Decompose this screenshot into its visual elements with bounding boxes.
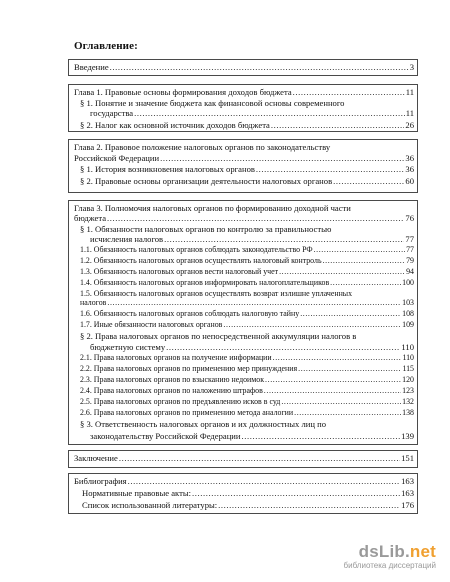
dslib-watermark — [306, 542, 436, 572]
toc-entry: государства ..... 11 — [90, 108, 414, 118]
toc-heading: Оглавление: — [74, 40, 138, 52]
toc-entry: Глава 1. Правовые основы формирования доходов бюджета ..... 11 — [74, 87, 414, 97]
toc-entry: 1.2. Обязанность налоговых органов осуществлять налоговый контроль ..... 79 — [80, 256, 414, 266]
toc-entry: законодательству Российской Федерации ..... 139 — [90, 431, 414, 441]
toc-entry: 1.5. Обязанность налоговых органов осуществлять возврат излишне уплаченных — [80, 289, 353, 298]
toc-entry: Список использованной литературы: ..... 176 — [82, 500, 414, 510]
toc-entry: Введение ..... 3 — [74, 62, 414, 72]
toc-entry: 1.7. Иные обязанности налоговых органов ..... 109 — [80, 320, 414, 330]
toc-entry: Российской Федерации ..... 36 — [74, 153, 414, 163]
toc-entry: § 1. Понятие и значение бюджета как финансовой основы современного — [80, 98, 345, 108]
dslib-logo: dsLib.net — [358, 542, 436, 561]
toc-entry: 2.3. Права налоговых органов по взысканию недоимок ..... 120 — [80, 375, 414, 385]
toc-entry: 1.6. Обязанность налоговых органов соблюдать налоговую тайну ..... 108 — [80, 309, 414, 319]
toc-entry: Глава 3. Полномочия налоговых органов по формированию доходной части — [74, 203, 351, 213]
toc-entry: § 2. Правовые основы организации деятельности налоговых органов ..... 60 — [80, 176, 414, 186]
toc-entry: Библиография ..... 163 — [74, 476, 414, 486]
toc-entry: 1.3. Обязанность налоговых органов вести налоговый учет ..... 94 — [80, 267, 414, 277]
dslib-subtitle: библиотека диссертаций — [343, 561, 436, 570]
toc-entry: § 1. Обязанности налоговых органов по контролю за правильностью — [80, 224, 332, 234]
toc-entry: бюджета ..... 76 — [74, 213, 414, 223]
toc-entry: 1.4. Обязанность налоговых органов информировать налогоплательщиков ..... 100 — [80, 278, 414, 288]
toc-entry: 2.6. Права налоговых органов по применению метода аналогии ..... 138 — [80, 408, 414, 418]
toc-entry: § 2. Налог как основной источник доходов бюджета ..... 26 — [80, 120, 414, 130]
toc-entry: 2.5. Права налоговых органов по предъявлению исков в суд ..... 132 — [80, 397, 414, 407]
toc-entry: § 3. Ответственность налоговых органов и их должностных лиц по — [80, 419, 327, 429]
toc-entry: Заключение ..... 151 — [74, 453, 414, 463]
toc-entry: Глава 2. Правовое положение налоговых органов по законодательству — [74, 142, 331, 152]
toc-entry: 2.2. Права налоговых органов по применению мер принуждения ..... 115 — [80, 364, 414, 374]
toc-entry: 1.1. Обязанность налоговых органов соблюдать законодательство РФ ..... 77 — [80, 245, 414, 255]
toc-entry: § 1. История возникновения налоговых органов ..... 36 — [80, 164, 414, 174]
toc-entry: 2.1. Права налоговых органов на получение информации ..... 110 — [80, 353, 414, 363]
toc-entry: налогов ..... 103 — [80, 298, 414, 308]
toc-entry: исчисления налогов ..... 77 — [90, 234, 414, 244]
toc-entry: § 2. Права налоговых органов по непосредственной аккумуляции налогов в — [80, 331, 357, 341]
toc-entry: 2.4. Права налоговых органов по наложению штрафов ..... 123 — [80, 386, 414, 396]
toc-entry: Нормативные правовые акты: ..... 163 — [82, 488, 414, 498]
toc-entry: бюджетную систему ..... 110 — [90, 342, 414, 352]
